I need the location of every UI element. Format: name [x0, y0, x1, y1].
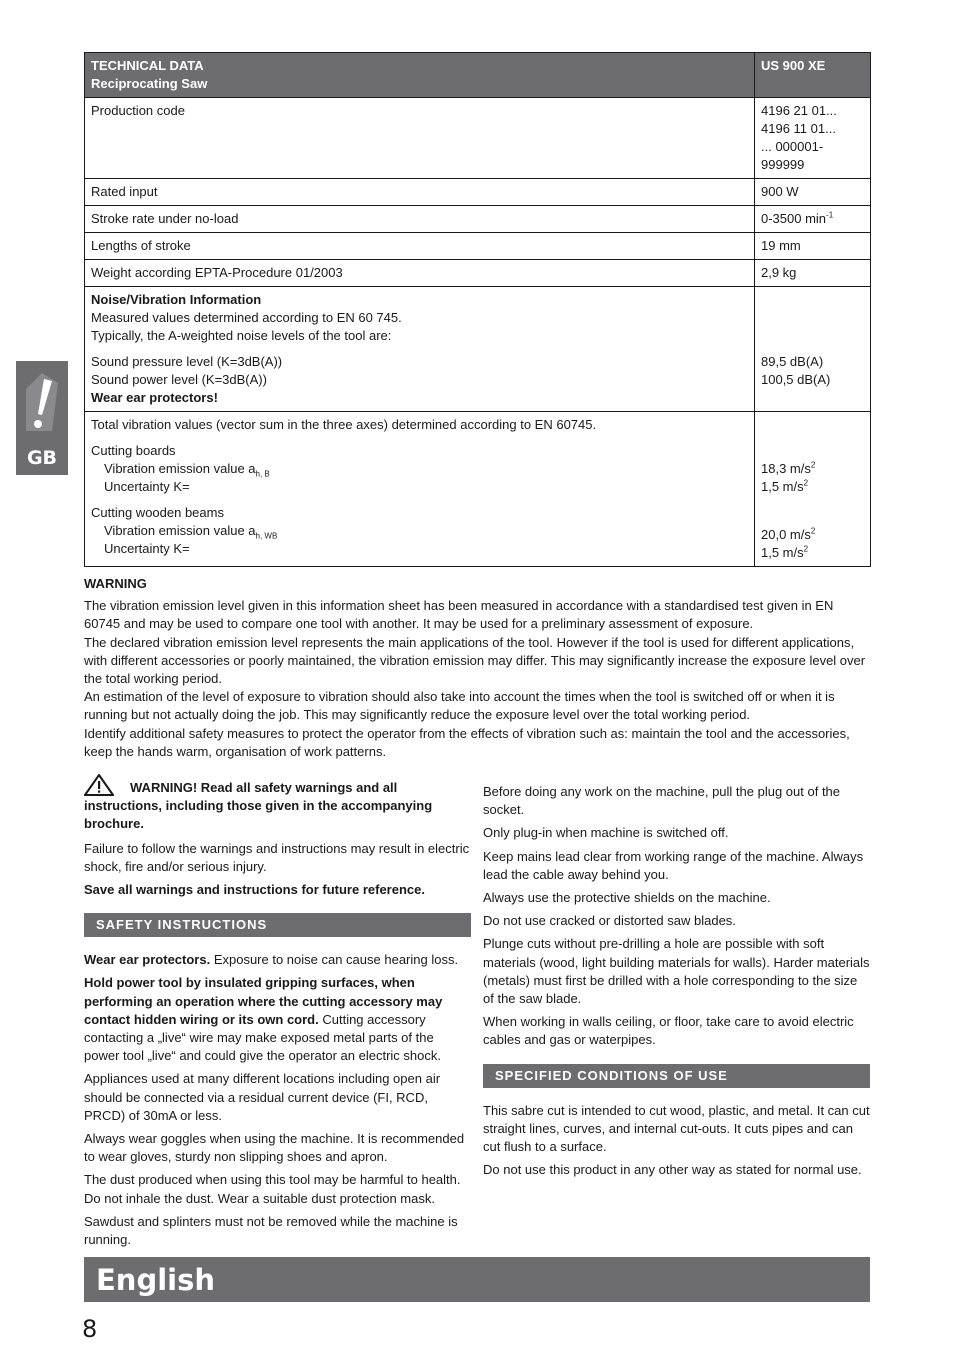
sawdust-text: Sawdust and splinters must not be removed while the machine is running.	[84, 1213, 458, 1248]
vibration-values	[755, 412, 871, 567]
beams-emission-value	[761, 526, 864, 544]
warning-paragraph: The vibration emission level given in this information sheet has been measured in accordance with a standardised test given in EN 60745 and may be used to compare one tool with another. It may be used for a preliminary assessment of exposure.	[84, 598, 834, 632]
plugin-text: Only plug-in when machine is switched off.	[483, 825, 729, 841]
language-footer-bar	[84, 1257, 870, 1302]
plunge-text: Plunge cuts without pre-drilling a hole are possible with soft materials (wood, light building materials for walls). Harder materials (metals) must first be drilled with a hole corresponding to the size of the saw blade.	[483, 936, 870, 1007]
production-code-2: 4196 11 01...	[761, 121, 836, 136]
noise-values	[755, 287, 871, 412]
mains-text: Keep mains lead clear from working range of the machine. Always lead the cable away behind you.	[483, 848, 864, 882]
model-header: US 900 XE	[755, 53, 871, 98]
ear-protectors-text	[84, 951, 471, 969]
boards-subscript: h, B	[255, 469, 270, 479]
right-column	[483, 783, 870, 1184]
sound-power-value: 100,5 dB(A)	[761, 372, 831, 387]
safety-instructions-heading: SAFETY INSTRUCTIONS	[84, 913, 471, 937]
blades-text: Do not use cracked or distorted saw blades.	[483, 913, 736, 929]
row-label: Production code	[85, 98, 755, 179]
beams-subscript: h, WB	[255, 531, 278, 541]
warning-paragraph: An estimation of the level of exposure to vibration should also take into account the times when the tool is switched off or when it is running but not actually doing the job. This may significantly reduce the exposure level over the total working period.	[84, 689, 835, 723]
hold-rest: Cutting accessory contacting a „live“ wire may make exposed metal parts of the power tool „live“ and could give the operator an electric shock.	[84, 1011, 441, 1064]
unit-sup: 2	[803, 544, 809, 554]
language-code: GB	[26, 447, 58, 469]
table-subtitle: Reciprocating Saw	[91, 76, 208, 91]
safety-warning-heading	[84, 774, 471, 834]
plug-text: Before doing any work on the machine, pull the plug out of the socket.	[483, 784, 841, 818]
unit-sup: 2	[810, 460, 816, 470]
row-value: 19 mm	[755, 233, 871, 260]
table-row	[85, 98, 871, 179]
sound-pressure-value: 89,5 dB(A)	[761, 354, 824, 369]
table-header-row	[85, 53, 871, 98]
boards-emission-text: 18,3 m/s	[761, 461, 811, 476]
cutting-beams-title: Cutting wooden beams	[91, 505, 224, 520]
stroke-rate-sup: -1	[826, 210, 834, 220]
row-label: Weight according EPTA-Procedure 01/2003	[85, 260, 755, 287]
conditions-of-use-heading: SPECIFIED CONDITIONS OF USE	[483, 1064, 870, 1088]
ear-rest: Exposure to noise can cause hearing loss.	[210, 952, 459, 968]
row-value: 900 W	[755, 179, 871, 206]
row-value	[755, 206, 871, 233]
boards-uncertainty-label: Uncertainty K=	[104, 479, 190, 494]
gripping-surfaces-text	[84, 974, 471, 1065]
shields-text: Always use the protective shields on the machine.	[483, 890, 771, 906]
technical-data-table	[84, 52, 871, 567]
vibration-row	[85, 412, 871, 567]
page-number: 8	[82, 1315, 98, 1343]
other-use-text: Do not use this product in any other way as stated for normal use.	[483, 1162, 862, 1178]
boards-uncertainty-value	[761, 478, 864, 496]
unit-sup: 2	[810, 526, 816, 536]
warning-paragraph: Identify additional safety measures to protect the operator from the effects of vibration such as: maintain the tool and the accessories, keep the hands warm, organisation of work patterns.	[84, 725, 850, 759]
beams-uncertainty-label: Uncertainty K=	[104, 541, 190, 556]
dust-text: The dust produced when using this tool may be harmful to health. Do not inhale the dust. Wear a suitable dust protection mask.	[84, 1172, 461, 1206]
boards-emission-label	[91, 460, 748, 478]
exclamation-icon	[22, 369, 62, 431]
row-label: Stroke rate under no-load	[85, 206, 755, 233]
stroke-rate-value: 0-3500 min	[761, 211, 827, 226]
row-value	[755, 98, 871, 179]
beams-emission-text: 20,0 m/s	[761, 527, 811, 542]
vibration-warning	[84, 575, 870, 761]
noise-line2: Typically, the A-weighted noise levels of the tool are:	[91, 328, 392, 343]
language-side-tab	[16, 361, 68, 475]
row-value: 2,9 kg	[755, 260, 871, 287]
vibration-info	[85, 412, 755, 567]
beams-emission-label	[91, 522, 748, 540]
cutting-boards-title: Cutting boards	[91, 443, 176, 458]
row-label: Rated input	[85, 179, 755, 206]
warning-triangle-icon	[84, 774, 114, 796]
save-instructions: Save all warnings and instructions for future reference.	[84, 882, 425, 898]
boards-uncertainty-text: 1,5 m/s	[761, 479, 804, 494]
left-column	[84, 774, 471, 1254]
production-code-3: ... 000001-999999	[761, 139, 824, 172]
noise-info	[85, 287, 755, 412]
vibration-intro: Total vibration values (vector sum in the three axes) determined according to EN 60745.	[91, 417, 597, 432]
table-row	[85, 260, 871, 287]
emission-label-text: Vibration emission value a	[104, 523, 256, 538]
table-row	[85, 233, 871, 260]
ear-bold: Wear ear protectors.	[84, 952, 211, 968]
boards-emission-value	[761, 460, 864, 478]
noise-title: Noise/Vibration Information	[91, 292, 262, 307]
intended-use-text: This sabre cut is intended to cut wood, plastic, and metal. It can cut straight lines, curves, and internal cut-outs. It cuts pipes and can cut flush to a surface.	[483, 1102, 870, 1155]
noise-line1: Measured values determined according to EN 60 745.	[91, 310, 402, 325]
hold-bold: Hold power tool by insulated gripping surfaces, when performing an operation where the cutting accessory may contact hidden wiring or its own cord.	[84, 975, 443, 1027]
production-code-1: 4196 21 01...	[761, 103, 837, 118]
wear-ear-protectors: Wear ear protectors!	[91, 390, 218, 405]
table-title: TECHNICAL DATA	[91, 58, 204, 73]
noise-row	[85, 287, 871, 412]
beams-uncertainty-text: 1,5 m/s	[761, 545, 804, 560]
beams-uncertainty-value	[761, 544, 864, 562]
emission-label-text: Vibration emission value a	[104, 461, 256, 476]
sound-power-label: Sound power level (K=3dB(A))	[91, 372, 267, 387]
rcd-text: Appliances used at many different locations including open air should be connected via a residual current device (FI, RCD, PRCD) of 30mA or less.	[84, 1071, 441, 1123]
table-row	[85, 179, 871, 206]
language-label: English	[96, 1263, 216, 1297]
warning-paragraph: The declared vibration emission level represents the main applications of the tool. However if the tool is used for different applications, with different accessories or poorly maintained, the vibration emission may differ. This may significantly increase the exposure level over the total working period.	[84, 634, 866, 687]
walls-text: When working in walls ceiling, or floor, take care to avoid electric cables and gas or waterpipes.	[483, 1014, 854, 1048]
unit-sup: 2	[803, 478, 809, 488]
warning-title: WARNING	[84, 576, 147, 591]
table-row	[85, 206, 871, 233]
goggles-text: Always wear goggles when using the machine. It is recommended to wear gloves, sturdy non slipping shoes and apron.	[84, 1131, 465, 1165]
sound-pressure-label: Sound pressure level (K=3dB(A))	[91, 354, 283, 369]
table-header-title	[85, 53, 755, 98]
row-label: Lengths of stroke	[85, 233, 755, 260]
warning-heading-text: WARNING! Read all safety warnings and all instructions, including those given in the accompanying brochure.	[84, 780, 433, 832]
failure-text: Failure to follow the warnings and instructions may result in electric shock, fire and/or serious injury.	[84, 840, 470, 874]
